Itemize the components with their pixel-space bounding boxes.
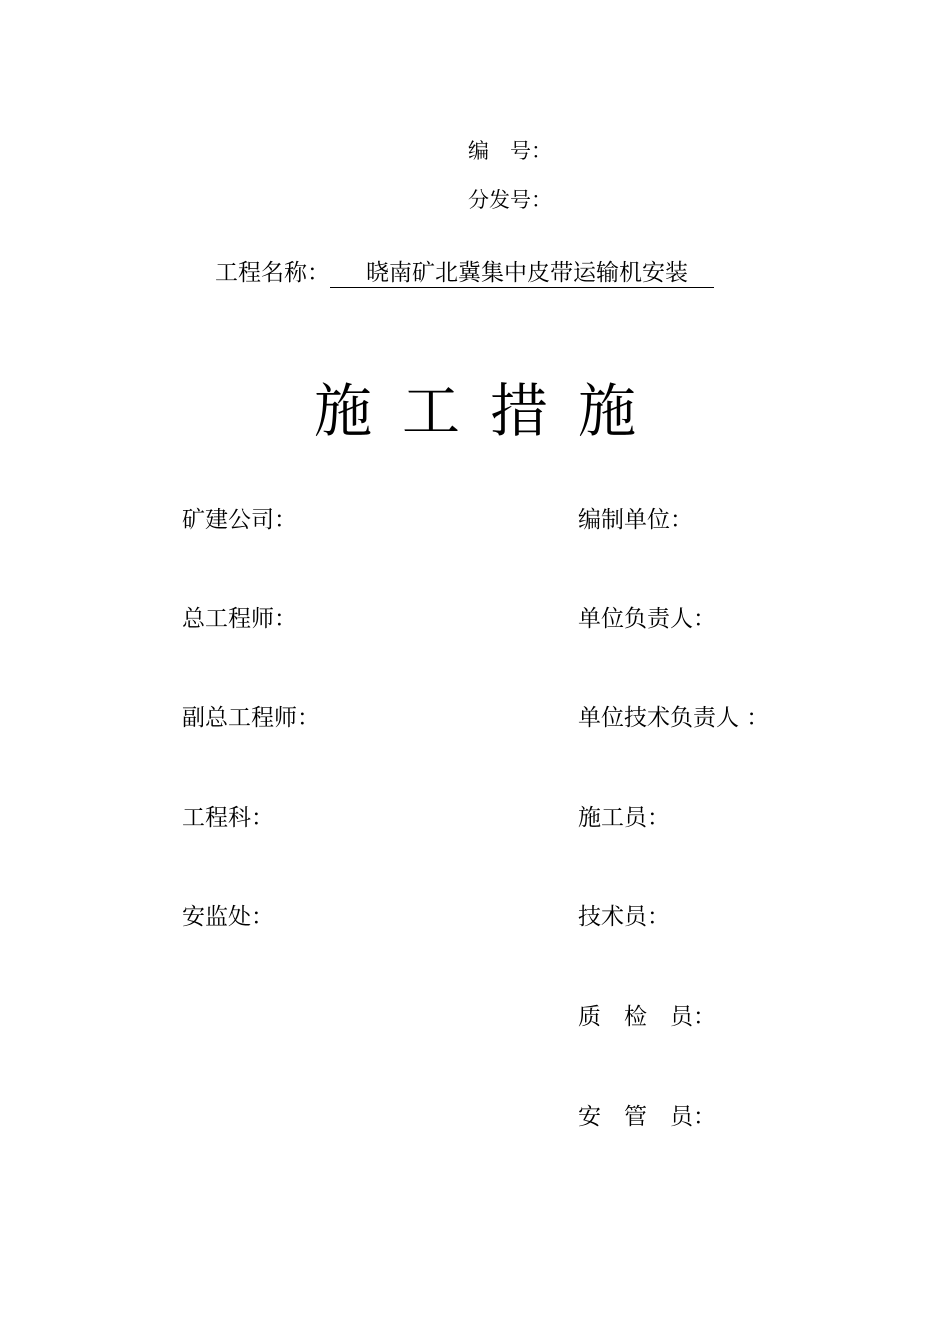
left-field-chief-engineer: 总工程师： [182, 606, 297, 632]
left-field-safety-office: 安监处： [182, 904, 274, 930]
right-field-safety-manager: 安 管 员： [578, 1104, 716, 1130]
left-field-engineering-section: 工程科： [182, 805, 274, 831]
document-number-label: 编 号： [468, 139, 552, 163]
left-field-deputy-chief-engineer: 副总工程师： [182, 705, 320, 731]
project-name-value: 晓南矿北冀集中皮带运输机安装 [330, 262, 714, 288]
right-field-technical-head: 单位技术负责人 ： [578, 705, 770, 731]
right-field-quality-inspector: 质 检 员： [578, 1004, 716, 1030]
document-title: 施工措施 [313, 377, 666, 445]
left-field-mining-company: 矿建公司： [182, 507, 297, 533]
project-name-label: 工程名称： [215, 260, 330, 286]
distribution-number-label: 分发号： [468, 188, 552, 212]
right-field-unit-head: 单位负责人： [578, 606, 716, 632]
project-name-row [215, 262, 714, 288]
right-field-technician: 技术员： [578, 904, 670, 930]
right-field-construction-staff: 施工员： [578, 805, 670, 831]
right-field-compiling-unit: 编制单位： [578, 507, 693, 533]
